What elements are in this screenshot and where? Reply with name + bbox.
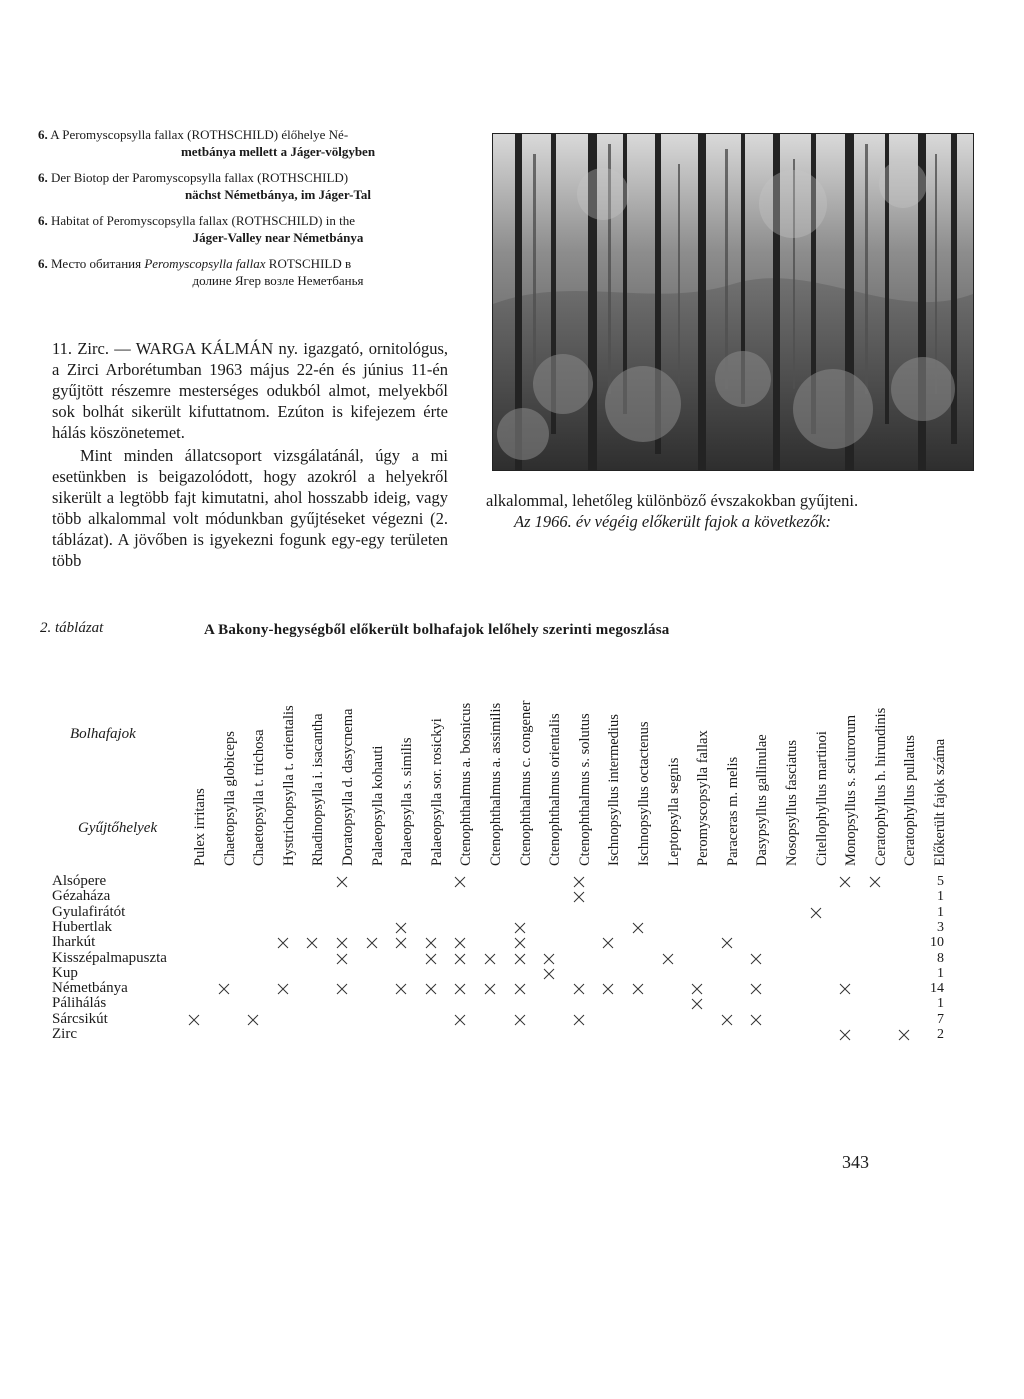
- occurrence-cross-mark: [336, 983, 348, 995]
- row-header-locality: Gézaháza: [52, 888, 111, 905]
- occurrence-cross-mark: [691, 998, 703, 1010]
- occurrence-cross-mark: [810, 907, 822, 919]
- column-header-species: Paraceras m. melis: [724, 756, 741, 866]
- row-header-locality: Hubertlak: [52, 918, 112, 935]
- column-header-species: Chaetopsylla globiceps: [221, 731, 238, 866]
- occurrence-cross-mark: [218, 983, 230, 995]
- occurrence-cross-mark: [514, 983, 526, 995]
- row-header-locality: Zirc: [52, 1026, 77, 1042]
- occurrence-cross-mark: [425, 983, 437, 995]
- occurrence-cross-mark: [898, 1029, 910, 1041]
- occurrence-cross-mark: [454, 876, 466, 888]
- row-header-locality: Sárcsikút: [52, 1010, 108, 1027]
- occurrence-cross-mark: [336, 953, 348, 965]
- column-header-species: Nosopsyllus fasciatus: [784, 739, 800, 866]
- occurrence-cross-mark: [454, 983, 466, 995]
- species-count-cell: 1: [937, 965, 944, 981]
- occurrence-cross-mark: [721, 1014, 733, 1026]
- occurrence-cross-mark: [277, 937, 289, 949]
- occurrence-cross-mark: [277, 983, 289, 995]
- occurrence-cross-mark: [632, 922, 644, 934]
- occurrence-cross-mark: [425, 937, 437, 949]
- column-header-species: Peromyscopsylla fallax: [695, 730, 712, 866]
- column-header-species: Ischnopsyllus octactenus: [636, 721, 652, 866]
- corner-header-species: Bolhafajok: [70, 726, 136, 742]
- column-header-species: Hystrichopsylla t. orientalis: [280, 705, 297, 866]
- occurrence-cross-mark: [336, 937, 348, 949]
- table-title: A Bakony-hegységből előkerült bolhafajok lelőhely szerinti megoszlása: [204, 622, 670, 638]
- paragraph-conclusion: Mint minden állatcsoport vizsgálatánál, úgy a mi esetünkben is beigazolódott, hogy azokról a helyekről sikerült a legtöbb fajt kimutatni, ahol hosszabb ideig, vagy több alkalommal volt módunkban gyűjtéseket végezni (2. táblázat). A jövőben is igyekezni fogunk egy-egy területen több: [52, 446, 448, 570]
- figure-caption: [38, 126, 448, 298]
- occurrence-cross-mark: [395, 937, 407, 949]
- occurrence-cross-mark: [632, 983, 644, 995]
- occurrence-cross-mark: [543, 953, 555, 965]
- occurrence-cross-mark: [484, 953, 496, 965]
- occurrence-cross-mark: [454, 937, 466, 949]
- occurrence-cross-mark: [602, 983, 614, 995]
- species-count-cell: 14: [930, 981, 944, 997]
- caption-english: 6. Habitat of Peromyscopsylla fallax (ROTHSCHILD) in the Jáger-Valley near Németbánya: [38, 213, 364, 245]
- occurrence-cross-mark: [839, 983, 851, 995]
- column-header-species: Pulex irritans: [192, 788, 208, 866]
- row-header-locality: Pálihálás: [52, 995, 107, 1012]
- occurrence-cross-mark: [839, 1029, 851, 1041]
- occurrence-cross-mark: [750, 1014, 762, 1026]
- forest-photo: [492, 133, 974, 471]
- species-count-cell: 7: [937, 1011, 944, 1027]
- row-header-locality: Németbánya: [52, 980, 128, 997]
- forest-photo-illustration: [493, 134, 973, 470]
- row-header-locality: Kup: [52, 964, 78, 981]
- occurrence-cross-mark: [188, 1014, 200, 1026]
- column-header-species: Ctenophthalmus orientalis: [547, 713, 564, 866]
- caption-hungarian: 6. A Peromyscopsylla fallax (ROTHSCHILD) élőhelye Né- metbánya mellett a Jáger-völgyben: [38, 127, 376, 159]
- occurrence-cross-mark: [602, 937, 614, 949]
- occurrence-cross-mark: [573, 983, 585, 995]
- occurrence-cross-mark: [839, 876, 851, 888]
- occurrence-cross-mark: [514, 922, 526, 934]
- species-count-cell: 1: [937, 904, 944, 920]
- occurrence-cross-mark: [573, 1014, 585, 1026]
- occurrence-cross-mark: [514, 937, 526, 949]
- occurrence-cross-mark: [869, 876, 881, 888]
- column-header-species: Monopsyllus s. sciurorum: [843, 714, 860, 866]
- column-header-species: Ceratophyllus h. hirundinis: [872, 707, 889, 866]
- species-count-cell: 2: [937, 1027, 944, 1042]
- species-count-cell: 1: [937, 889, 944, 905]
- occurrence-cross-mark: [425, 953, 437, 965]
- paragraph-zirc: 11. Zirc. — WARGA KÁLMÁN ny. igazgató, ornitológus, a Zirci Arborétumban 1963 május 22-én és június 11-én gyűjtött részemre mesterséges odukból almot, melyekből sok bolhát sikerült kifuttatnom. Ezúton is kifejezem érte hálás köszönetemet.: [52, 339, 448, 442]
- occurrence-cross-mark: [395, 922, 407, 934]
- species-count-cell: 1: [937, 996, 944, 1012]
- occurrence-cross-mark: [514, 953, 526, 965]
- species-count-cell: 5: [937, 874, 944, 889]
- body-text-left: [52, 338, 448, 571]
- column-header-species: Palaeopsylla s. similis: [399, 737, 416, 866]
- column-header-species: Leptopsylla segnis: [665, 757, 682, 866]
- occurrence-cross-mark: [247, 1014, 259, 1026]
- occurrence-cross-mark: [721, 937, 733, 949]
- paragraph-continuation: alkalommal, lehetőleg különböző évszakokban gyűjteni.: [486, 491, 859, 510]
- row-header-locality: Gyulafirátót: [52, 903, 126, 920]
- row-header-locality: Alsópere: [52, 873, 107, 889]
- column-header-species: Ctenophthalmus a. assimilis: [488, 702, 504, 866]
- row-header-locality: Iharkút: [52, 934, 96, 951]
- page-number: 343: [842, 1152, 869, 1172]
- table-label: 2. táblázat: [40, 620, 104, 636]
- occurrence-cross-mark: [366, 937, 378, 949]
- species-count-cell: 10: [930, 935, 944, 951]
- column-header-species: Ctenophthalmus a. bosnicus: [458, 702, 475, 866]
- caption-german: 6. Der Biotop der Paromyscopsylla fallax (ROTHSCHILD) nächst Németbánya, im Jáger-Tal: [38, 170, 372, 202]
- column-header-species: Palaeopsylla sor. rosickyi: [428, 718, 445, 866]
- species-count-cell: 3: [937, 919, 944, 935]
- column-header-species: Dasypsyllus gallinulae: [754, 734, 771, 866]
- column-header-species: Palaeopsylla kohauti: [369, 745, 386, 866]
- occurrence-cross-mark: [454, 953, 466, 965]
- column-header-species: Ceratophyllus pullatus: [902, 735, 919, 866]
- row-header-locality: Kisszépalmapuszta: [52, 949, 167, 966]
- column-header-species: Rhadinopsylla i. isacantha: [310, 713, 327, 866]
- column-header-species: Ischnopsyllus intermedius: [606, 714, 623, 866]
- occurrence-cross-mark: [750, 983, 762, 995]
- occurrence-cross-mark: [750, 953, 762, 965]
- column-header-species: Előkerült fajok száma: [932, 738, 948, 866]
- occurrence-cross-mark: [454, 1014, 466, 1026]
- occurrence-cross-mark: [662, 953, 674, 965]
- column-header-species: Citellophyllus martinoi: [813, 731, 830, 866]
- column-header-species: Ctenophthalmus c. congener: [517, 700, 534, 866]
- occurrence-cross-mark: [484, 983, 496, 995]
- occurrence-cross-mark: [573, 876, 585, 888]
- paragraph-species-intro: Az 1966. év végéig előkerült fajok a következők:: [514, 512, 832, 531]
- body-text-right: [486, 490, 876, 532]
- occurrence-cross-mark: [514, 1014, 526, 1026]
- occurrence-cross-mark: [691, 983, 703, 995]
- corner-header-localities: Gyűjtőhelyek: [78, 820, 158, 836]
- column-header-species: Chaetopsylla t. trichosa: [251, 729, 268, 866]
- caption-russian: 6. Место обитания Peromyscopsylla fallax ROTSCHILD в долине Ягер возле Неметбанья: [38, 256, 364, 288]
- occurrence-cross-mark: [573, 891, 585, 903]
- species-count-cell: 8: [937, 950, 944, 966]
- occurrence-cross-mark: [336, 876, 348, 888]
- column-header-species: Doratopsylla d. dasycnema: [340, 708, 356, 866]
- occurrence-cross-mark: [306, 937, 318, 949]
- column-header-species: Ctenophthalmus s. solutus: [576, 713, 593, 866]
- occurrence-cross-mark: [395, 983, 407, 995]
- occurrence-cross-mark: [543, 968, 555, 980]
